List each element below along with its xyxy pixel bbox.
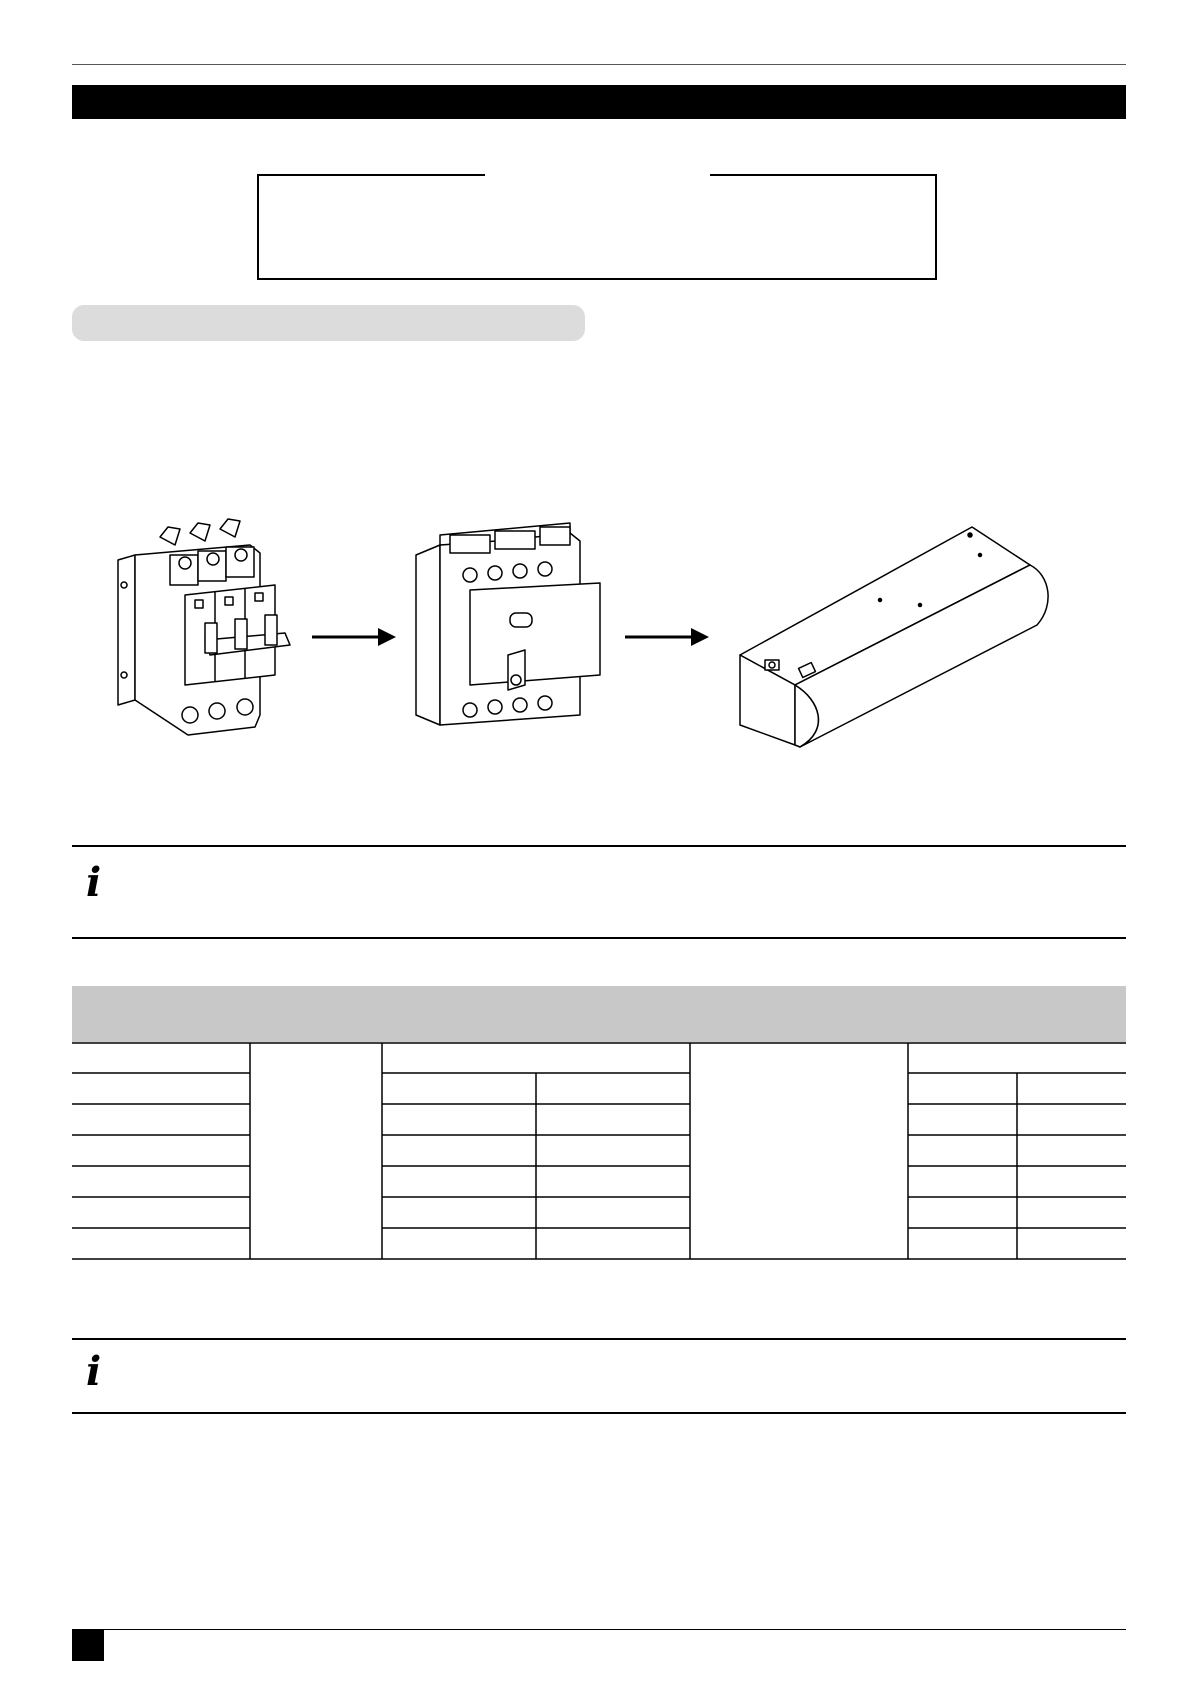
arrow-2 xyxy=(625,628,709,646)
air-curtain-unit-illustration xyxy=(740,527,1048,747)
section-text xyxy=(72,360,1126,480)
info-icon: i xyxy=(86,859,102,906)
section-heading xyxy=(72,305,585,341)
arrow-1 xyxy=(312,628,396,646)
bottom-rule xyxy=(72,1629,1126,1630)
data-table xyxy=(72,1042,1126,1260)
page-title-bar xyxy=(72,85,1126,119)
circuit-breaker-illustration xyxy=(118,519,290,735)
info-icon: i xyxy=(86,1348,102,1395)
page-number-tab xyxy=(72,1629,104,1661)
warning-text xyxy=(270,196,924,266)
warning-box-top-right-border xyxy=(710,174,937,176)
info-note xyxy=(72,845,1126,939)
connection-diagram xyxy=(100,515,1060,755)
warning-box-top-left-border xyxy=(257,174,485,176)
table-header xyxy=(72,986,1126,1042)
footer-text xyxy=(115,1636,1115,1656)
info-note xyxy=(72,1338,1126,1414)
top-rule xyxy=(72,64,1126,65)
warning-title xyxy=(485,162,710,186)
rcd-illustration xyxy=(416,523,600,725)
